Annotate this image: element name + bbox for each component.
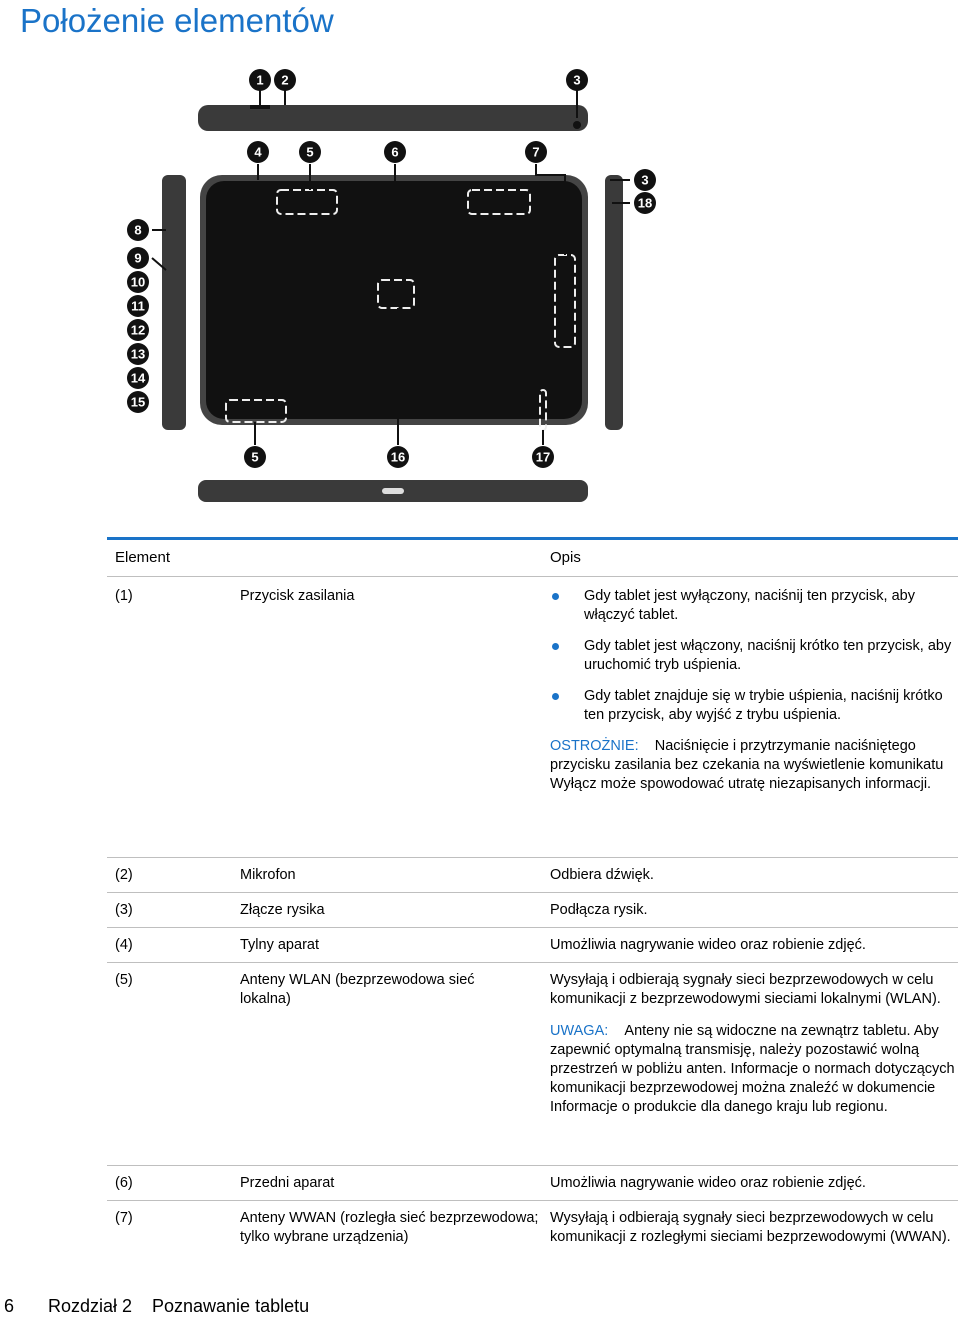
svg-text:6: 6 (391, 144, 399, 160)
svg-text:4: 4 (254, 144, 262, 160)
svg-text:3: 3 (641, 172, 649, 188)
svg-text:12: 12 (130, 322, 146, 338)
callout-badge (387, 446, 409, 468)
list-item: Gdy tablet jest wyłączony, naciśnij ten przycisk, aby włączyć tablet. (550, 587, 955, 625)
callout-badge (247, 141, 269, 163)
note-bold: Wyłącz (550, 776, 597, 792)
svg-text:2: 2 (281, 72, 289, 88)
svg-text:16: 16 (390, 449, 406, 465)
table-row: (6) Przedni aparat Umożliwia nagrywanie wideo oraz robienie zdjęć. (107, 1166, 958, 1201)
callout-badge (249, 69, 271, 91)
page-title: Położenie elementów (20, 2, 334, 39)
callout-badge (127, 367, 149, 389)
chapter-label: Rozdział 2 (48, 1296, 133, 1316)
table-row: (5) Anteny WLAN (bezprzewodowa sieć lokalna) Wysyłają i odbierają sygnały sieci bezprzewodowych w celu komunikacji z bezprzewodowymi sieciami lokalnymi (WLAN). UWAGA: Anteny nie są widoczne na zewnątrz tabletu. Aby zapewnić optymalną transmisję, należy pozostawić wolną przestrzeń w pobliżu anten. Informacje o normach dotyczących komunikacji bezprzewodowej można znaleźć w dokumencie Informacje o produkcie dla danego kraju lub regionu. (107, 963, 958, 1166)
header-element: Element (115, 549, 171, 566)
tablet-right-side (605, 175, 623, 430)
table-row: (4) Tylny aparat Umożliwia nagrywanie wideo oraz robienie zdjęć. (107, 928, 958, 963)
callout-badge (127, 295, 149, 317)
svg-text:5: 5 (306, 144, 314, 160)
callout-badge (127, 271, 149, 293)
svg-text:9: 9 (134, 250, 142, 266)
note-bold: Informacje o produkcie (550, 1099, 697, 1115)
tablet-left-side (162, 175, 186, 430)
callout-badge (634, 169, 656, 191)
callout-badge (127, 391, 149, 413)
list-item: Gdy tablet jest włączony, naciśnij krótko ten przycisk, aby uruchomić tryb uśpienia. (550, 637, 955, 675)
svg-text:14: 14 (130, 370, 146, 386)
svg-text:3: 3 (573, 72, 581, 88)
table-row: (3) Złącze rysika Podłącza rysik. (107, 893, 958, 928)
caution-label: OSTROŻNIE: (550, 738, 639, 754)
callout-badge (566, 69, 588, 91)
callout-badge (127, 343, 149, 365)
note: UWAGA: Anteny nie są widoczne na zewnątrz tabletu. Aby zapewnić optymalną transmisję, należy pozostawić wolną przestrzeń w pobliżu anten. Informacje o normach dotyczących komunikacji bezprzewodowej można znaleźć w dokumencie Informacje o produkcie dla danego kraju lub regionu. (550, 1023, 955, 1115)
svg-text:13: 13 (130, 346, 146, 362)
svg-text:1: 1 (256, 72, 264, 88)
table-row: (7) Anteny WWAN (rozległa sieć bezprzewodowa; tylko wybrane urządzenia) Wysyłają i odbierają sygnały sieci bezprzewodowych w celu komunikacji z rozległymi sieciami bezprzewodowymi (WWAN). (115, 1210, 951, 1245)
callout-badge (525, 141, 547, 163)
callout-badge (127, 219, 149, 241)
callout-badge (532, 446, 554, 468)
callout-badge (127, 247, 149, 269)
caution-note: OSTROŻNIE: Naciśnięcie i przytrzymanie naciśniętego przycisku zasilania bez czekania na wyświetlenie komunikatu Wyłącz może spowodować utratę niezapisanych informacji. (550, 738, 944, 792)
callout-badge (299, 141, 321, 163)
tablet-diagram (100, 60, 700, 520)
svg-text:7: 7 (532, 144, 540, 160)
svg-text:15: 15 (130, 394, 146, 410)
table-header (107, 537, 958, 577)
callout-badge (274, 69, 296, 91)
chapter-title: Poznawanie tabletu (152, 1296, 310, 1316)
svg-text:5: 5 (251, 449, 259, 465)
list-item: Gdy tablet znajduje się w trybie uśpienia, naciśnij krótko ten przycisk, aby wyjść z trybu uśpienia. (550, 687, 955, 725)
callout-badge (244, 446, 266, 468)
callout-badge (127, 319, 149, 341)
page-number: 6 (4, 1296, 15, 1316)
callout-badge (634, 192, 656, 214)
table-row: (2) Mikrofon Odbiera dźwięk. (107, 858, 958, 893)
header-description: Opis (550, 549, 581, 566)
components-table (107, 537, 958, 1273)
table-row: (1) Przycisk zasilania Gdy tablet jest wyłączony, naciśnij ten przycisk, aby włączyć tablet. Gdy tablet jest włączony, naciśnij krótko ten przycisk, aby uruchomić tryb uśpienia. Gdy tablet znajduje się w trybie uśpienia, naciśnij krótko ten przycisk, aby wyjść z trybu uśpienia. OSTROŻNIE: Naciśnięcie i przytrzymanie naciśniętego przycisku zasilania bez czekania na wyświetlenie komunikatu Wyłącz może spowodować utratę niezapisanych informacji. (107, 577, 958, 858)
note-label: UWAGA: (550, 1023, 609, 1039)
svg-text:17: 17 (535, 449, 551, 465)
svg-text:8: 8 (134, 222, 142, 238)
callout-badge (384, 141, 406, 163)
svg-text:10: 10 (130, 274, 146, 290)
svg-text:11: 11 (131, 298, 145, 314)
svg-text:18: 18 (637, 195, 653, 211)
